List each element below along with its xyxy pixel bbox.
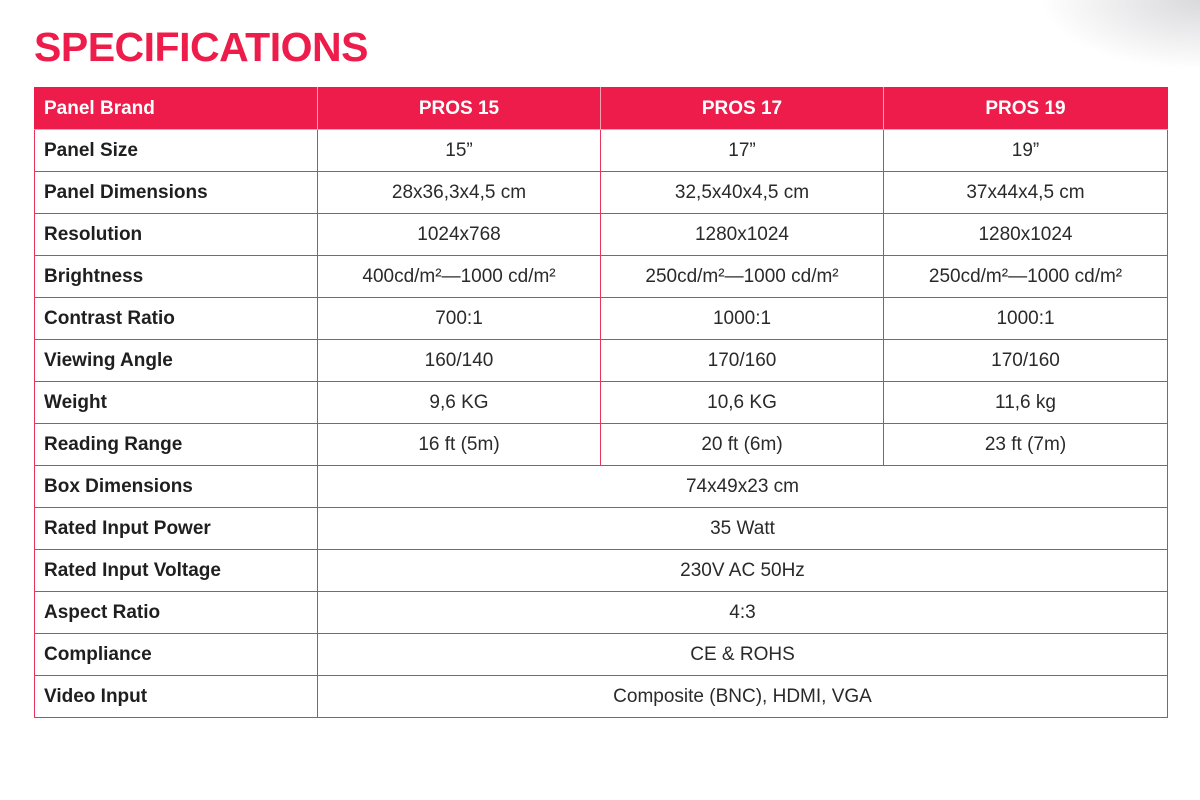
table-row [35,382,1168,424]
row-label-cell: Brightness [35,256,318,298]
row-label-cell: Aspect Ratio [35,592,318,634]
shared-value-cell: 230V AC 50Hz [318,550,1168,592]
row-label-cell: Panel Dimensions [35,172,318,214]
value-cell: 1000:1 [884,298,1168,340]
value-cell: 23 ft (7m) [884,424,1168,466]
shared-value-cell: 4:3 [318,592,1168,634]
shared-value-cell: 74x49x23 cm [318,466,1168,508]
value-cell: 15” [318,130,601,172]
header-model-cell: PROS 19 [884,88,1168,130]
row-label-cell: Reading Range [35,424,318,466]
value-cell: 1280x1024 [601,214,884,256]
table-row [35,466,1168,508]
specifications-table [34,87,1168,718]
value-cell: 17” [601,130,884,172]
shared-value-cell: 35 Watt [318,508,1168,550]
row-label-cell: Panel Size [35,130,318,172]
row-label-cell: Box Dimensions [35,466,318,508]
value-cell: 28x36,3x4,5 cm [318,172,601,214]
row-label-cell: Contrast Ratio [35,298,318,340]
table-row [35,298,1168,340]
value-cell: 10,6 KG [601,382,884,424]
value-cell: 170/160 [601,340,884,382]
table-row [35,214,1168,256]
value-cell: 37x44x4,5 cm [884,172,1168,214]
shared-value-cell: CE & ROHS [318,634,1168,676]
value-cell: 20 ft (6m) [601,424,884,466]
value-cell: 250cd/m²—1000 cd/m² [601,256,884,298]
header-model-cell: PROS 17 [601,88,884,130]
value-cell: 16 ft (5m) [318,424,601,466]
row-label-cell: Video Input [35,676,318,718]
corner-shadow-decoration [1040,0,1200,70]
value-cell: 1024x768 [318,214,601,256]
value-cell: 250cd/m²—1000 cd/m² [884,256,1168,298]
value-cell: 400cd/m²—1000 cd/m² [318,256,601,298]
table-row [35,172,1168,214]
table-body [35,130,1168,718]
value-cell: 1280x1024 [884,214,1168,256]
table-row [35,130,1168,172]
row-label-cell: Rated Input Voltage [35,550,318,592]
table-row [35,424,1168,466]
table-row [35,340,1168,382]
table-row [35,550,1168,592]
table-row [35,676,1168,718]
value-cell: 700:1 [318,298,601,340]
row-label-cell: Compliance [35,634,318,676]
value-cell: 9,6 KG [318,382,601,424]
header-model-cell: PROS 15 [318,88,601,130]
page-title: SPECIFICATIONS [34,24,368,70]
shared-value-cell: Composite (BNC), HDMI, VGA [318,676,1168,718]
row-label-cell: Rated Input Power [35,508,318,550]
row-label-cell: Viewing Angle [35,340,318,382]
value-cell: 170/160 [884,340,1168,382]
value-cell: 160/140 [318,340,601,382]
value-cell: 19” [884,130,1168,172]
table-row [35,592,1168,634]
table-row [35,634,1168,676]
table-row [35,508,1168,550]
table-header [35,88,1168,130]
header-label-cell: Panel Brand [35,88,318,130]
header-row [35,88,1168,130]
row-label-cell: Weight [35,382,318,424]
table-row [35,256,1168,298]
value-cell: 1000:1 [601,298,884,340]
row-label-cell: Resolution [35,214,318,256]
value-cell: 32,5x40x4,5 cm [601,172,884,214]
value-cell: 11,6 kg [884,382,1168,424]
